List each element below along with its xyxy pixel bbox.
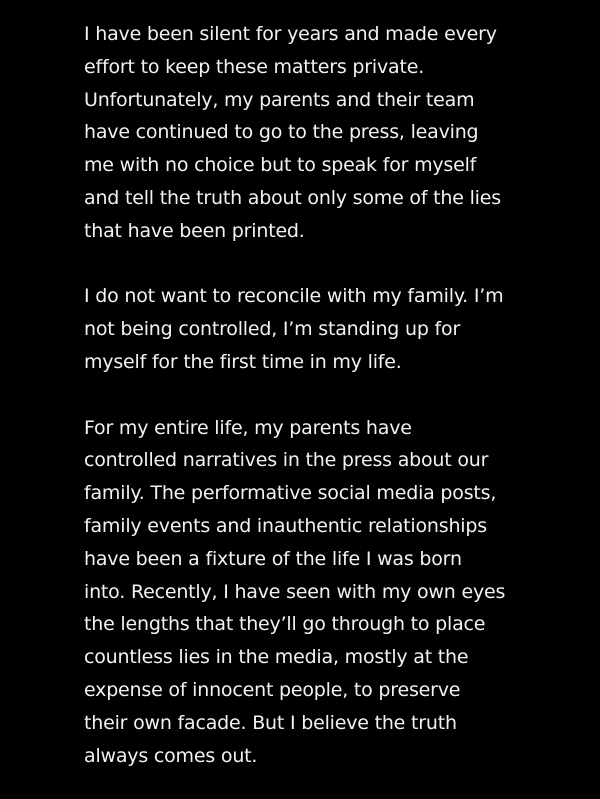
paragraph-line: controlled narratives in the press about our (84, 449, 489, 472)
paragraph-spacer (84, 379, 524, 412)
paragraph-line: me with no choice but to speak for myself (84, 154, 477, 177)
paragraph-line: into. Recently, I have seen with my own eyes (84, 580, 506, 603)
paragraph-3 (84, 412, 524, 773)
paragraph-line: effort to keep these matters private. (84, 55, 425, 78)
paragraph-spacer (84, 248, 524, 281)
paragraph-line: expense of innocent people, to preserve (84, 678, 461, 701)
paragraph-line: I do not want to reconcile with my family. I’m (84, 285, 504, 308)
paragraph-line: family events and inauthentic relationships (84, 514, 487, 537)
paragraph-line: For my entire life, my parents have (84, 416, 412, 439)
paragraph-line: not being controlled, I’m standing up for (84, 318, 461, 341)
paragraph-line: always comes out. (84, 744, 258, 767)
paragraph-line: the lengths that they’ll go through to place (84, 613, 486, 636)
paragraph-line: that have been printed. (84, 219, 305, 242)
paragraph-line: and tell the truth about only some of the lies (84, 186, 501, 209)
paragraph-line: I have been silent for years and made every (84, 23, 497, 45)
paragraph-line: Unfortunately, my parents and their team (84, 88, 475, 111)
paragraph-line: their own facade. But I believe the truth (84, 711, 457, 734)
paragraph-2 (84, 280, 524, 378)
statement-text (84, 18, 524, 772)
paragraph-line: countless lies in the media, mostly at the (84, 646, 469, 669)
paragraph-line: family. The performative social media posts, (84, 482, 497, 505)
paragraph-line: myself for the first time in my life. (84, 350, 402, 373)
paragraph-line: have been a fixture of the life I was born (84, 547, 462, 570)
paragraph-1 (84, 18, 524, 248)
paragraph-line: have continued to go to the press, leaving (84, 121, 479, 144)
